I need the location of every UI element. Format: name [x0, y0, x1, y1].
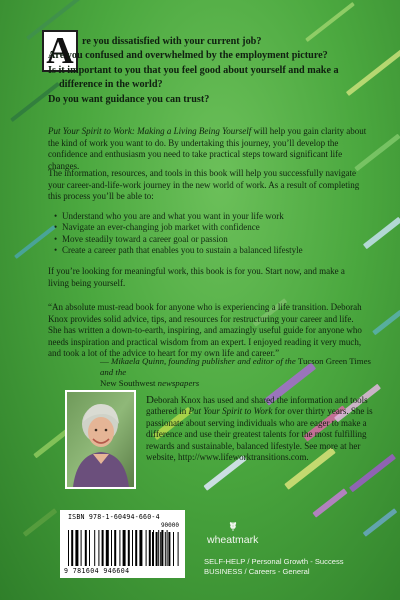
barcode-bar: [160, 532, 161, 566]
barcode-bar: [132, 530, 133, 566]
barcode-bar: [156, 532, 158, 566]
author-bio: [146, 395, 378, 463]
price-code: 90000: [160, 522, 179, 529]
barcode-bar: [178, 532, 179, 566]
question-list: [48, 36, 360, 107]
barcode-bar: [81, 530, 82, 566]
barcode-bar: [111, 530, 112, 566]
attribution-paper-2: New Southwest: [100, 378, 156, 388]
barcode-bar: [152, 532, 153, 566]
bio-book-title: Put Your Spirit to Work: [188, 406, 273, 417]
barcode-bar: [173, 532, 174, 566]
barcode-bar: [149, 530, 151, 566]
question-3: Is it important to you that you feel good about yourself and make a: [48, 64, 339, 76]
isbn-label: ISBN 978-1-60494-660-4: [68, 513, 160, 521]
barcode-bar: [165, 532, 166, 566]
barcode-bar: [98, 530, 99, 566]
question-3-continued: difference in the world?: [59, 79, 163, 91]
barcode-bar: [128, 530, 130, 566]
category-line-1: SELF-HELP / Personal Growth - Success: [204, 557, 344, 566]
barcode-bar: [146, 530, 147, 566]
barcode-bar: [89, 530, 90, 566]
resources-paragraph: The information, resources, and tools in this book will help you successfully navigate your career-and-life-work journey in the new world of work. As a result of completing this process you’ll be able to:: [48, 168, 360, 202]
barcode-bar: [85, 530, 87, 566]
category-label: [204, 557, 394, 577]
list-item: • Understand who you are and what you want in your life work: [54, 211, 354, 222]
barcode-bar: [68, 530, 69, 566]
isbn-barcode: [60, 510, 185, 578]
barcode-bar: [75, 530, 78, 566]
book-title: Put Your Spirit to Work: Making a Living Being Yourself: [48, 126, 252, 136]
drop-cap: A: [42, 30, 78, 72]
category-line-2: BUSINESS / Careers - General: [204, 567, 310, 576]
barcode-bar: [139, 530, 142, 566]
ean-number: 9 781604 946604: [64, 567, 130, 575]
attribution-and: and the: [100, 367, 127, 377]
question-4: Do you want guidance you can trust?: [48, 93, 210, 105]
bio-text: for over thirty years. She is passionate about serving individuals who are eager to make a difference and use their greatest talents for the most fulfilling rewards and sustainable, balanced lifestyle. See more at her website, http://www.lifeworktransitions.com.: [146, 406, 373, 463]
barcode-bar: [153, 530, 154, 566]
attribution-suffix: newspapers: [155, 378, 200, 388]
benefits-list: [54, 211, 354, 257]
testimonial-attribution: [100, 356, 380, 389]
closing-paragraph: If you’re looking for meaningful work, this book is for you. Start now, and make a living being yourself.: [48, 266, 345, 288]
question-1: re you dissatisfied with your current job?: [82, 36, 262, 47]
barcode-bar: [114, 530, 116, 566]
list-item: • Navigate an ever-changing job market with confidence: [54, 222, 354, 233]
publisher-name: wheatmark: [207, 534, 259, 546]
barcode-bar: [71, 530, 73, 566]
intro-text: will help you gain clarity about the kind of work you want to do. By undertaking this journey, you’ll develop the confidence and enthusiasm you need to take practical steps toward significant life changes.: [48, 126, 367, 171]
barcode-bar: [106, 530, 109, 566]
bio-drop-letter: D: [146, 394, 154, 406]
attribution-name: Mikaela Quinn: [111, 356, 165, 366]
barcode-bar: [123, 530, 126, 566]
barcode-bar: [161, 530, 163, 566]
list-item: • Move steadily toward a career goal or passion: [54, 234, 354, 245]
barcode-bar: [94, 530, 95, 566]
barcode-bar: [167, 530, 168, 566]
barcode-bar: [168, 532, 170, 566]
intro-paragraph: [48, 126, 368, 172]
list-item: • Create a career path that enables you to sustain a balanced lifestyle: [54, 245, 354, 256]
barcode-bar: [158, 530, 159, 566]
bio-intro: eborah Knox has used and shared the information and tools gathered in: [146, 395, 368, 417]
wheat-logo-icon: [227, 520, 239, 532]
author-photo: [65, 390, 136, 489]
attribution-paper-1: Tucson Green Times: [297, 356, 371, 366]
barcode-bar: [119, 530, 120, 566]
attribution-dash: —: [100, 356, 111, 366]
question-2: Are you confused and overwhelmed by the employment picture?: [48, 50, 328, 62]
attribution-role: , founding publisher and editor of the: [164, 356, 298, 366]
barcode-bar: [135, 530, 137, 566]
testimonial-quote: “An absolute must-read book for anyone who is experiencing a life transition. Deborah Knox provides solid advice, tips, and resources for restructuring your career and life. She has written a down-to-earth, inspiring, and amazingly useful guide for anyone who needs inspiration and practical wisdom from an expert. I enjoyed reading it very much, and took a lot of the advice to heart for my own life and career.”: [48, 302, 362, 359]
barcode-bar: [102, 530, 104, 566]
